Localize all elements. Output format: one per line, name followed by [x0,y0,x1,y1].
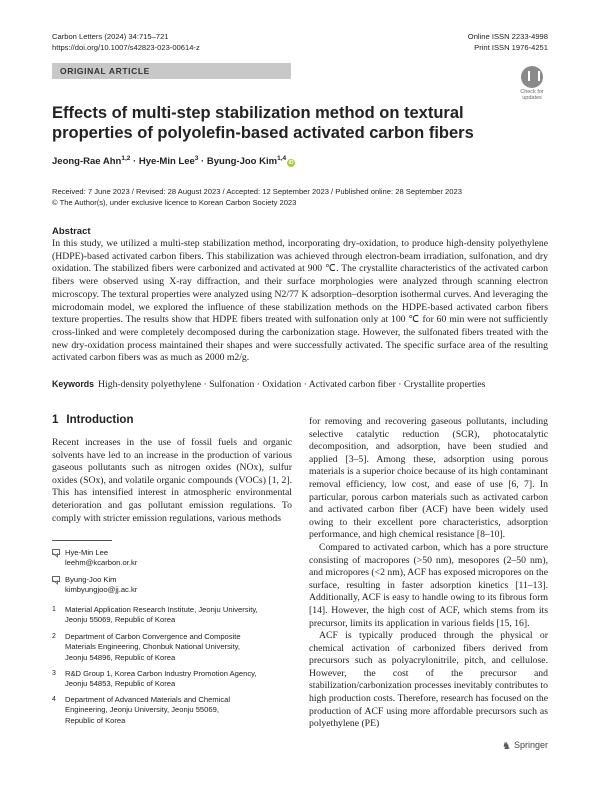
orcid-icon[interactable]: iD [288,160,294,167]
affiliation-line: Department of Carbon Convergence and Composite [65,632,241,641]
keywords-list: High-density polyethylene · Sulfonation · Oxidation · Activated carbon fiber · Crystallite properties [98,379,486,390]
envelope-icon [52,549,60,555]
footnote-divider [52,540,112,541]
author-list: Jeong-Rae Ahn$^{1,2}$ · Hye-Min Lee$^3$ · Byung-Joo Kim$^{1,4}$iD [52,155,294,168]
author-affiliation-ref: 1,4 [277,155,287,162]
body-column-right [309,416,548,731]
correspondent-email[interactable]: leehm@kcarbon.or.kr [65,558,138,568]
abstract-heading: Abstract [52,226,91,237]
affiliation-number: 3 [52,670,56,677]
springer-horse-icon: ♞ [501,741,511,752]
publication-history [52,186,462,208]
paragraph: Recent increases in the use of fossil fuels and organic solvents have led to an increase in the production of various gaseous pollutants such as nitrogen oxides (NOx), sulfur oxides (SOx), and volatile organic compounds (VOCs) [1, 2]. This has intensified interest in atmospheric environmental deterioration and gas pollutant emission regulations. To comply with stricter emission regulations, various methods [52,437,292,524]
article-title: Effects of multi-step stabilization method on textural properties of polyolefin-based activated carbon fibers [52,104,474,142]
article-type-banner: ORIGINAL ARTICLE [52,63,291,79]
author-affiliation-ref: 1,2 [121,155,131,162]
author-name[interactable]: Jeong-Rae Ahn [52,156,122,168]
copyright-line: © The Author(s), under exclusive licence to Korean Carbon Society 2023 [52,198,297,207]
author-name[interactable]: Hye-Min Lee [138,156,195,168]
affiliation-line: Department of Advanced Materials and Chemical [65,695,231,704]
correspondent-email[interactable]: kimbyungjoo@jj.ac.kr [65,585,138,595]
section-number: 1 [52,414,59,426]
journal-citation: Carbon Letters (2024) 34:715–721 [52,32,169,41]
body-column-left [52,437,292,525]
affiliation-line: Material Application Research Institute, Jeonju University, [65,605,258,614]
online-issn: Online ISSN 2233-4998 [467,32,548,41]
correspondent-name: Byung-Joo Kim [65,575,117,584]
section-heading [52,414,133,426]
affiliation-line: Jeonju 55069, Republic of Korea [65,615,176,625]
keywords-label: Keywords [52,379,95,389]
check-for-updates-badge[interactable] [517,66,547,101]
publisher-logo [502,740,548,752]
affiliation-number: 4 [52,696,56,703]
envelope-icon [52,576,60,582]
affiliation-number: 1 [52,606,56,613]
abstract-text: In this study, we utilized a multi-step stabilization method, incorporating dry-oxidation, to produce high-density polyethylene (HDPE)-based activated carbon fibers. This stabilization was achieved through electron-beam irradiation, sulfonation, and dry oxidation. The stabilized fibers were carbonized and activated at 900 ℃. The crystallite characteristics of the activated carbon fibers were observed using X-ray diffraction, and their surface morphologies were analyzed through scanning electron microscopy. The textural properties were analyzed using N2/77 K adsorption–desorption isothermal curves. And leveraging the microdomain model, we explored the influence of these stabilization methods on the HDPE-based activated carbon fibers texture properties. The results show that HDPE fibers treated with sulfonation only at 100 ℃ for 60 min were not sufficiently cross-linked and were completely decomposed during the carbonization stage. However, the sulfonated fibers treated with the new dry-oxidation process maintained their shapes and were successfully activated. The specific surface area of the resulting activated carbon fibers was as much as 2000 m2/g. [52,238,548,364]
publisher-name: Springer [513,740,548,750]
affiliation-line: Engineering, Jeonju University, Jeonju 55069, [65,705,219,715]
affiliation-line: Materials Engineering, Chonbuk National University, [65,642,241,652]
paragraph: ACF is typically produced through the physical or chemical activation of carbonized fibers derived from precursors such as polyacrylonitrile, pitch, and cellulose. However, the cost of the precursor and stabilization/carbonization processes inevitably contributes to high production costs. Therefore, research has focused on the production of ACF using more affordable precursors such as polyethylene (PE) [309,630,548,730]
affiliation-line: Jeonju 54853, Republic of Korea [65,679,176,689]
running-header-left [52,31,200,53]
author-affiliation-ref: 3 [194,155,199,162]
author-name[interactable]: Byung-Joo Kim [206,156,278,168]
doi-link[interactable]: https://doi.org/10.1007/s42823-023-00614-z [52,43,200,52]
affiliation-line: Republic of Korea [65,715,126,725]
affiliation-line: R&D Group 1, Korea Carbon Industry Promotion Agency, [65,669,257,678]
section-title: Introduction [66,414,134,426]
affiliation-number: 2 [52,633,56,640]
bookmark-icon [521,66,543,88]
paragraph: for removing and recovering gaseous pollutants, including selective catalytic reduction (SCR), photocatalytic decomposition, and adsorption, have been studied and applied [3–5]. Among these, adsorption using porous materials is a superior choice because of its high contaminant removal efficiency, low cost, and ease of use [6, 7]. In particular, porous carbon materials such as activated carbon and activated carbon fiber (ACF) have been widely used owing to their excellent pore characteristics, adsorption performance, and high chemical resistance [8–10]. [309,416,548,541]
check-updates-label: Check for updates [520,89,544,101]
keywords [52,378,485,391]
print-issn: Print ISSN 1976-4251 [474,43,548,52]
dates-line: Received: 7 June 2023 / Revised: 28 August 2023 / Accepted: 12 September 2023 / Published online: 28 September 2023 [52,187,462,196]
affiliation-line: Jeonju 54896, Republic of Korea [65,652,176,662]
paragraph: Compared to activated carbon, which has a pore structure consisting of macropores (>50 nm), mesopores (2–50 nm), and micropores (<2 nm), ACF has exposed micropores on the surface, resulting in faster adsorption kinetics [11–13]. Additionally, ACF is easy to handle owing to its fibrous form [14]. However, the high cost of ACF, which stems from its precursor, limits its application in various fields [15, 16]. [309,541,548,629]
running-header-right [468,31,548,53]
correspondent-name: Hye-Min Lee [65,548,109,557]
